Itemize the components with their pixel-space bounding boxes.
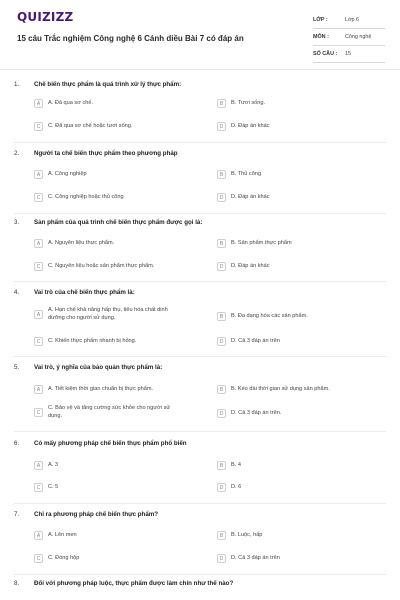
option-text: C. Công nghiệp hoặc thủ công (48, 193, 124, 200)
option-c[interactable] (34, 262, 206, 271)
option-letter-d: D (217, 409, 226, 418)
option-letter-b: B (217, 99, 226, 108)
option-text: D. Đáp án khác (231, 193, 270, 200)
option-letter-b: B (217, 531, 226, 540)
option-letter-c: C (34, 337, 43, 346)
option-letter-a: A (34, 385, 43, 394)
option-d[interactable] (217, 262, 387, 271)
option-letter-c: C (34, 193, 43, 202)
question-text: Vai trò, ý nghĩa của bảo quản thực phẩm là: (34, 364, 163, 371)
question-text: Có mấy phương pháp chế biến thực phẩm phổ biến (34, 440, 187, 447)
option-text: B. Thủ công (231, 170, 262, 177)
option-c[interactable] (34, 193, 206, 202)
option-letter-b: B (217, 239, 226, 248)
option-letter-d: D (217, 483, 226, 492)
option-text: B. Kéo dài thời gian sử dụng sản phẩm. (231, 385, 330, 392)
option-text: D. Đáp án khác (231, 262, 270, 269)
question-number: 3. (14, 219, 20, 226)
option-b[interactable] (217, 312, 387, 321)
question-divider (14, 213, 386, 214)
option-letter-c: C (34, 408, 43, 417)
option-text: A. Tiết kiệm thời gian chuẩn bị thực phẩm. (48, 385, 154, 392)
meta-row-grade (313, 12, 385, 29)
option-d[interactable] (217, 337, 387, 346)
option-b[interactable] (217, 531, 387, 540)
option-letter-c: C (34, 483, 43, 492)
question-text: Chế biến thực phẩm là quá trình xử lý thực phẩm: (34, 81, 182, 88)
question-text: Sản phẩm của quá trình chế biến thực phẩm được gọi là: (34, 219, 203, 226)
option-text: D. Cả 3 đáp án trên (231, 554, 280, 561)
option-text: A. Công nghiệp (48, 170, 87, 177)
option-text: A. 3 (48, 461, 58, 468)
option-d[interactable] (217, 193, 387, 202)
option-a[interactable] (34, 170, 206, 179)
option-c[interactable] (34, 554, 206, 563)
option-letter-d: D (217, 122, 226, 131)
option-text: B. Tươi sống. (231, 99, 266, 106)
option-letter-c: C (34, 262, 43, 271)
option-a[interactable] (34, 531, 206, 540)
option-letter-d: D (217, 193, 226, 202)
question-number: 4. (14, 289, 20, 296)
option-c[interactable] (34, 405, 206, 420)
meta-key: SỐ CÂU : (313, 51, 338, 57)
meta-key: LỚP : (313, 17, 328, 23)
option-b[interactable] (217, 99, 387, 108)
option-text: D. Đáp án khác (231, 122, 270, 129)
option-letter-d: D (217, 554, 226, 563)
option-text: D. Cả 3 đáp án trên (231, 337, 280, 344)
option-text: D. 6 (231, 483, 242, 490)
option-a[interactable] (34, 307, 206, 322)
meta-key: MÔN : (313, 34, 329, 40)
option-a[interactable] (34, 461, 206, 470)
option-b[interactable] (217, 170, 387, 179)
meta-table (313, 12, 385, 63)
option-text: C. Đã qua sơ chế hoặc tươi sống. (48, 122, 133, 129)
option-text: B. Sản phẩm thực phẩm (231, 239, 292, 246)
option-text: C. 5 (48, 483, 59, 490)
option-text: B. Đa dạng hóa các sản phẩm. (231, 312, 308, 319)
question-text: Chỉ ra phương pháp chế biến thực phẩm? (34, 511, 159, 518)
option-b[interactable] (217, 239, 387, 248)
option-c[interactable] (34, 483, 206, 492)
option-text: C. Khiến thực phẩm nhanh bị hỏng. (48, 337, 137, 344)
question-number: 8. (14, 580, 20, 587)
option-text: A. Đã qua sơ chế. (48, 99, 94, 106)
quizizz-logo: QUIZIZZ (17, 10, 74, 24)
option-text: B. Luộc, hấp (231, 531, 263, 538)
meta-value: Công nghệ (345, 34, 372, 40)
option-text: C. Đóng hộp (48, 554, 80, 561)
option-letter-a: A (34, 310, 43, 319)
option-letter-b: B (217, 385, 226, 394)
option-b[interactable] (217, 461, 387, 470)
option-letter-c: C (34, 554, 43, 563)
question-text: Đối với phương pháp luộc, thực phẩm được làm chín như thế nào? (34, 580, 234, 587)
option-letter-a: A (34, 170, 43, 179)
question-number: 2. (14, 150, 20, 157)
option-letter-d: D (217, 337, 226, 346)
option-letter-b: B (217, 312, 226, 321)
option-b[interactable] (217, 385, 387, 394)
question-number: 6. (14, 440, 20, 447)
option-a[interactable] (34, 385, 206, 394)
option-letter-a: A (34, 461, 43, 470)
question-number: 7. (14, 511, 20, 518)
question-divider (14, 431, 386, 432)
option-a[interactable] (34, 239, 206, 248)
option-letter-b: B (217, 170, 226, 179)
question-number: 5. (14, 364, 20, 371)
option-letter-c: C (34, 122, 43, 131)
option-text: A. Hạn chế khả năng hấp thụ, tiêu hóa chất dinh dưỡng cho người sử dụng. (48, 307, 168, 321)
option-d[interactable] (217, 122, 387, 131)
option-text: D. Cả 3 đáp án trên. (231, 409, 282, 416)
meta-value: 15 (345, 51, 351, 57)
option-letter-a: A (34, 99, 43, 108)
option-text: C. Bảo vệ và tăng cường sức khỏe cho người sử dụng. (48, 405, 171, 419)
question-divider (14, 142, 386, 143)
option-d[interactable] (217, 409, 387, 418)
option-d[interactable] (217, 483, 387, 492)
option-text: C. Nguyên liệu hoặc sản phẩm thực phẩm. (48, 262, 155, 269)
question-text: Người ta chế biến thực phẩm theo phương pháp (34, 150, 178, 157)
option-text: A. Lên men (48, 531, 77, 538)
option-text: B. 4 (231, 461, 241, 468)
question-divider (14, 356, 386, 357)
document-title: 15 câu Trắc nghiệm Công nghệ 6 Cánh diều Bài 7 có đáp án (17, 34, 244, 43)
option-text: A. Nguyên liệu thực phẩm. (48, 239, 115, 246)
option-letter-a: A (34, 239, 43, 248)
question-divider (14, 574, 386, 575)
option-a[interactable] (34, 99, 206, 108)
option-letter-d: D (217, 262, 226, 271)
option-c[interactable] (34, 122, 206, 131)
question-text: Vai trò của chế biến thực phẩm là: (34, 289, 135, 296)
question-divider (14, 503, 386, 504)
option-d[interactable] (217, 554, 387, 563)
meta-row-count (313, 46, 385, 63)
option-c[interactable] (34, 337, 206, 346)
header-divider (0, 69, 400, 70)
meta-value: Lớp 6 (345, 17, 360, 23)
option-letter-a: A (34, 531, 43, 540)
meta-row-subject (313, 29, 385, 46)
option-letter-b: B (217, 461, 226, 470)
question-number: 1. (14, 81, 20, 88)
question-divider (14, 281, 386, 282)
